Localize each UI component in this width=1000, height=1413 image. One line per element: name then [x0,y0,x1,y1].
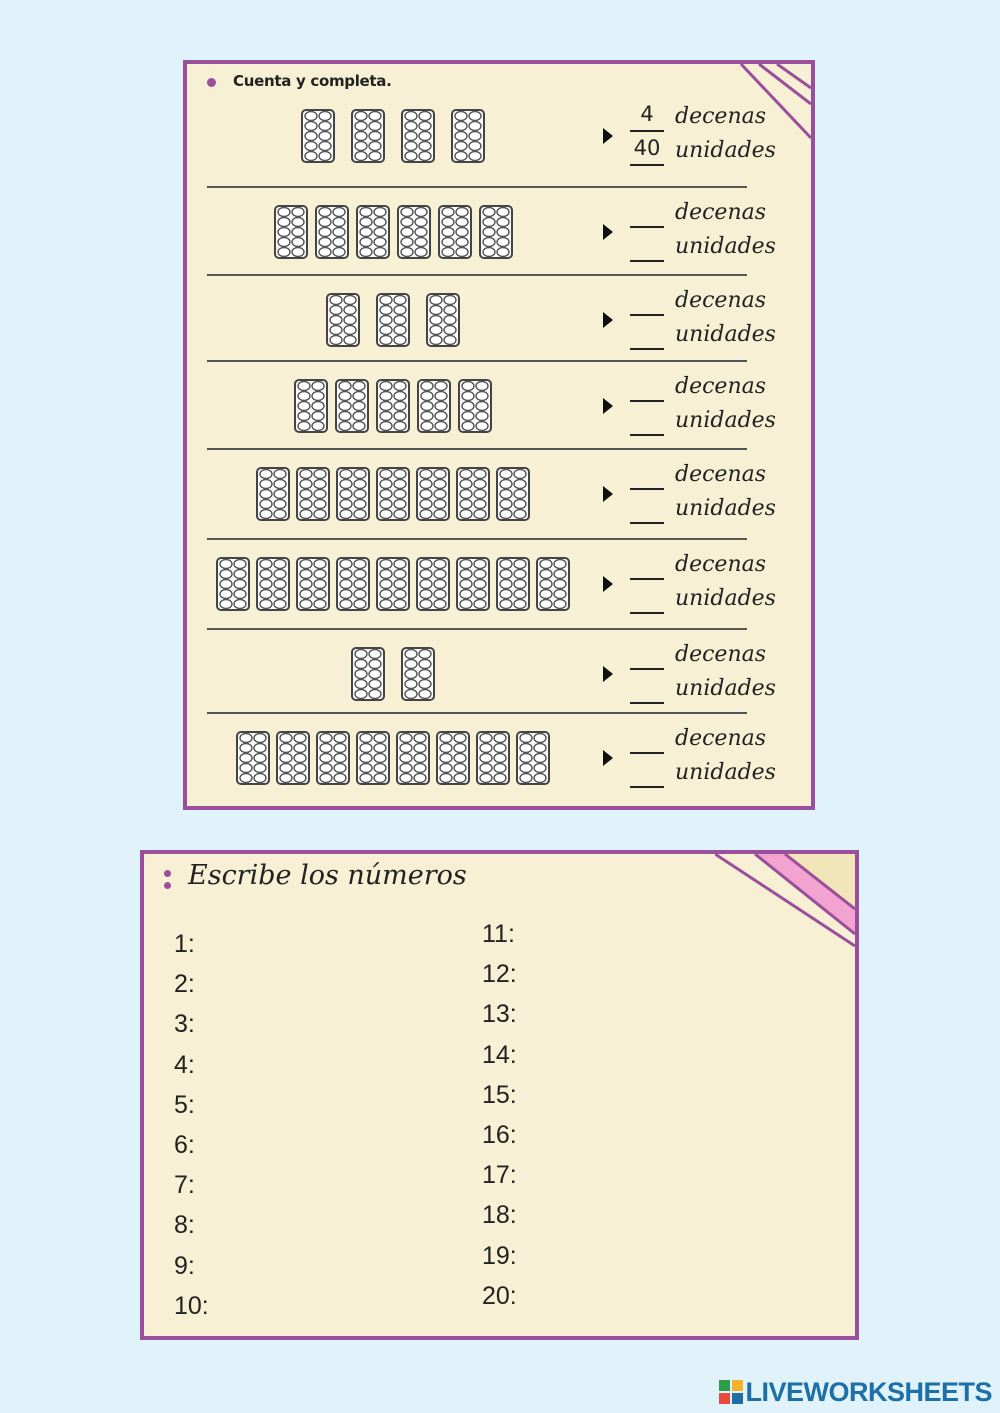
number-label[interactable]: 5: [174,1090,195,1119]
count-row [203,450,803,540]
egg-carton-icon [335,466,371,522]
carton-group [203,102,603,168]
count-row [203,92,803,188]
number-label[interactable]: 1: [174,930,195,958]
egg-carton-icon [495,556,531,612]
egg-carton-icon [235,730,271,786]
decenas-answer-line[interactable] [630,578,664,580]
egg-carton-icon [400,646,436,702]
decenas-label: decenas [675,552,767,577]
unidades-label: unidades [675,322,776,347]
unidades-label: unidades [675,496,776,521]
number-label[interactable]: 7: [174,1171,195,1200]
number-label[interactable]: 11: [482,920,515,948]
egg-carton-icon [273,204,309,260]
number-label[interactable]: 20: [482,1281,517,1310]
count-row [203,188,803,276]
carton-group [203,372,603,438]
liveworksheets-logo [719,1377,992,1407]
egg-carton-icon [325,292,361,348]
egg-carton-icon [375,378,411,434]
egg-carton-icon [355,204,391,260]
egg-carton-icon [415,466,451,522]
egg-carton-icon [293,378,329,434]
unidades-answer-line[interactable] [630,164,664,166]
egg-carton-icon [255,466,291,522]
egg-carton-icon [396,204,432,260]
number-label[interactable]: 3: [174,1010,195,1039]
unidades-answer-line[interactable] [630,702,664,704]
number-label[interactable]: 9: [174,1251,195,1280]
triangle-right-icon [603,750,613,766]
decenas-answer[interactable]: 4 [640,102,654,126]
egg-carton-icon [295,466,331,522]
egg-carton-icon [416,378,452,434]
egg-carton-icon [314,204,350,260]
unidades-answer-line[interactable] [630,612,664,614]
triangle-right-icon [603,398,613,414]
unidades-label: unidades [675,138,776,163]
bullet-dot-icon [164,870,171,877]
triangle-right-icon [603,128,613,144]
number-label[interactable]: 17: [482,1161,517,1190]
egg-carton-icon [355,730,391,786]
egg-carton-icon [425,292,461,348]
unidades-label: unidades [675,760,776,785]
egg-carton-icon [455,466,491,522]
egg-carton-icon [457,378,493,434]
unidades-label: unidades [675,676,776,701]
egg-carton-icon [395,730,431,786]
number-label[interactable]: 13: [482,1000,517,1029]
number-label[interactable]: 10: [174,1291,209,1320]
number-label[interactable]: 18: [482,1201,517,1230]
egg-carton-icon [437,204,473,260]
number-label[interactable]: 6: [174,1131,195,1159]
decenas-answer-line[interactable] [630,668,664,670]
decenas-label: decenas [675,104,767,129]
exercise-title: Cuenta y completa. [233,72,392,90]
egg-carton-icon [350,108,386,164]
bullet-dot-icon [207,78,216,87]
unidades-answer-line[interactable] [630,522,664,524]
unidades-answer-line[interactable] [630,260,664,262]
triangle-right-icon [603,312,613,328]
triangle-right-icon [603,666,613,682]
unidades-label: unidades [675,408,776,433]
number-label[interactable]: 19: [482,1241,517,1270]
egg-carton-icon [478,204,514,260]
unidades-label: unidades [675,234,776,259]
decenas-answer-line[interactable] [630,400,664,402]
count-row [203,630,803,714]
unidades-label: unidades [675,586,776,611]
number-label[interactable]: 12: [482,960,517,989]
decenas-answer-line[interactable] [630,314,664,316]
egg-carton-icon [375,292,411,348]
unidades-answer-line[interactable] [630,786,664,788]
decenas-answer-line[interactable] [630,130,664,132]
decenas-answer-line[interactable] [630,226,664,228]
egg-carton-icon [350,646,386,702]
number-label[interactable]: 8: [174,1211,195,1240]
decenas-answer-line[interactable] [630,488,664,490]
egg-carton-icon [300,108,336,164]
count-row [203,714,803,804]
egg-carton-icon [295,556,331,612]
number-label[interactable]: 14: [482,1040,517,1069]
unidades-answer-line[interactable] [630,434,664,436]
egg-carton-icon [335,556,371,612]
decenas-label: decenas [675,462,767,487]
number-label[interactable]: 4: [174,1050,195,1079]
bullet-dot-icon [164,882,171,889]
number-label[interactable]: 15: [482,1080,517,1109]
unidades-answer-line[interactable] [630,348,664,350]
exercise-title: Escribe los números [188,860,467,891]
number-label[interactable]: 2: [174,970,195,999]
decenas-label: decenas [675,642,767,667]
carton-group [203,460,603,526]
corner-stripes-decoration [715,854,855,954]
egg-carton-icon [375,466,411,522]
egg-carton-icon [400,108,436,164]
egg-carton-icon [375,556,411,612]
egg-carton-icon [275,730,311,786]
egg-carton-icon [475,730,511,786]
triangle-right-icon [603,576,613,592]
egg-carton-icon [435,730,471,786]
egg-carton-icon [315,730,351,786]
carton-group [203,286,603,352]
write-numbers-panel [140,850,859,1340]
egg-carton-icon [215,556,251,612]
number-label[interactable]: 16: [482,1121,517,1149]
count-exercise-panel [183,60,815,810]
decenas-label: decenas [675,200,767,225]
egg-carton-icon [255,556,291,612]
decenas-answer-line[interactable] [630,752,664,754]
egg-carton-icon [334,378,370,434]
egg-carton-icon [535,556,571,612]
count-row [203,276,803,362]
decenas-label: decenas [675,726,767,751]
egg-carton-icon [415,556,451,612]
egg-carton-icon [450,108,486,164]
carton-group [203,640,603,706]
count-row [203,540,803,630]
egg-carton-icon [495,466,531,522]
carton-group [203,198,603,264]
decenas-label: decenas [675,374,767,399]
carton-group [203,550,603,616]
carton-group [203,724,603,790]
egg-carton-icon [515,730,551,786]
triangle-right-icon [603,486,613,502]
decenas-label: decenas [675,288,767,313]
egg-carton-icon [455,556,491,612]
logo-text: LIVEWORKSHEETS [745,1376,992,1407]
triangle-right-icon [603,224,613,240]
count-row [203,362,803,450]
logo-mark-icon [719,1380,743,1404]
unidades-answer[interactable]: 40 [633,136,661,160]
